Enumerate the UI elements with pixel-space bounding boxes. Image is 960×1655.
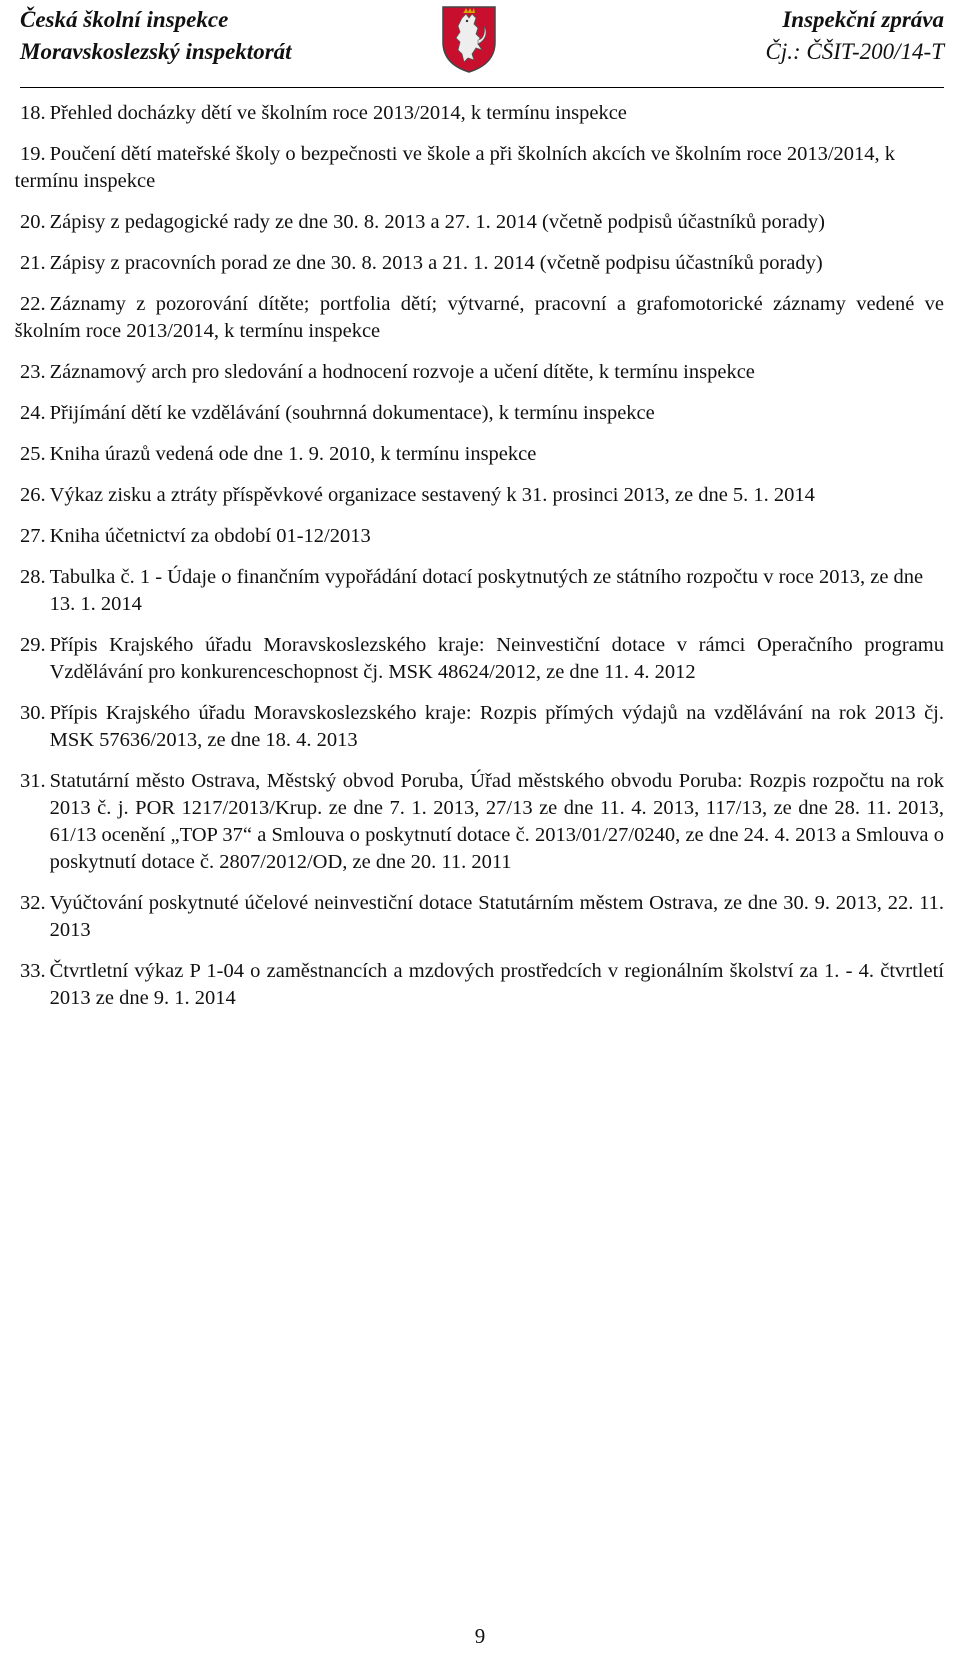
institution-name: Česká školní inspekce <box>20 7 229 32</box>
item-text: Zápisy z pracovních porad ze dne 30. 8. 2013 a 21. 1. 2014 (včetně podpisu účastníků porady) <box>49 252 823 274</box>
item-text: Statutární město Ostrava, Městský obvod Poruba, Úřad městského obvodu Poruba: Rozpis rozpočtu na rok 2013 č. j. POR 1217/2013/Krup. ze dne 7. 1. 2013, 27/13 ze dne 11. 4. 2013, 117/13, ze dne 28. 11. 2013, 61/13 ocenění „TOP 37“ a Smlouva o poskytnutí dotace č. 2013/01/27/0240, ze dne 24. 4. 2013 a Smlouva o poskytnutí dotace č. 2807/2012/OD, ze dne 20. 11. 2011 <box>49 770 944 873</box>
item-text: Záznamy z pozorování dítěte; portfolia dětí; výtvarné, pracovní a grafomotorické záznamy vedené ve školním roce 2013/2014, k termínu inspekce <box>14 293 944 342</box>
item-text: Zápisy z pedagogické rady ze dne 30. 8. 2013 a 27. 1. 2014 (včetně podpisů účastníků porady) <box>49 211 825 233</box>
inspectorate-name: Moravskoslezský inspektorát <box>20 39 292 64</box>
item-text: Přijímání dětí ke vzdělávání (souhrnná dokumentace), k termínu inspekce <box>49 402 655 424</box>
list-item <box>20 250 944 277</box>
item-text: Poučení dětí mateřské školy o bezpečnosti ve škole a při školních akcích ve školním roce 2013/2014, k termínu inspekce <box>14 143 896 192</box>
item-number: 32. <box>20 892 46 914</box>
list-item <box>20 523 944 550</box>
list-item <box>20 100 944 127</box>
report-type: Inspekční zpráva <box>782 7 944 32</box>
item-text: Čtvrtletní výkaz P 1-04 o zaměstnancích a mzdových prostředcích v regionálním školství za 1. - 4. čtvrtletí 2013 ze dne 9. 1. 2014 <box>49 960 944 1009</box>
list-item <box>20 768 944 876</box>
item-number: 29. <box>20 634 46 656</box>
item-text: Přípis Krajského úřadu Moravskoslezského kraje: Rozpis přímých výdajů na vzdělávání na rok 2013 čj. MSK 57636/2013, ze dne 18. 4. 2013 <box>49 702 944 751</box>
list-item <box>14 291 944 345</box>
item-text: Záznamový arch pro sledování a hodnocení rozvoje a učení dítěte, k termínu inspekce <box>49 361 755 383</box>
item-text: Přípis Krajského úřadu Moravskoslezského kraje: Neinvestiční dotace v rámci Operačního programu Vzdělávání pro konkurenceschopnost čj. MSK 48624/2012, ze dne 11. 4. 2012 <box>49 634 944 683</box>
list-item <box>20 209 944 236</box>
item-number: 25. <box>20 443 46 465</box>
item-number: 33. <box>20 960 46 982</box>
item-text: Kniha úrazů vedená ode dne 1. 9. 2010, k termínu inspekce <box>49 443 537 465</box>
document-list <box>14 100 944 1012</box>
list-item <box>20 564 944 618</box>
item-number: 22. <box>20 293 46 315</box>
item-number: 28. <box>20 566 46 588</box>
header-right <box>766 4 944 68</box>
header-left <box>20 4 292 68</box>
item-text: Výkaz zisku a ztráty příspěvkové organizace sestavený k 31. prosinci 2013, ze dne 5. 1. 2014 <box>49 484 815 506</box>
item-number: 27. <box>20 525 46 547</box>
list-item <box>14 141 944 195</box>
item-number: 20. <box>20 211 46 233</box>
page-number: 9 <box>474 1624 486 1648</box>
list-item <box>20 359 944 386</box>
list-item <box>20 482 944 509</box>
list-item <box>20 441 944 468</box>
item-number: 30. <box>20 702 46 724</box>
item-number: 18. <box>20 102 46 124</box>
item-number: 21. <box>20 252 46 274</box>
item-text: Vyúčtování poskytnuté účelové neinvestiční dotace Statutárním městem Ostrava, ze dne 30. 9. 2013, 22. 11. 2013 <box>49 892 944 941</box>
czech-coat-of-arms-icon <box>440 4 498 74</box>
page-header <box>0 0 960 92</box>
item-number: 24. <box>20 402 46 424</box>
header-divider <box>20 87 944 88</box>
list-item <box>20 700 944 754</box>
list-item <box>20 632 944 686</box>
reference-number: Čj.: ČŠIT-200/14-T <box>765 39 944 64</box>
item-number: 26. <box>20 484 46 506</box>
list-item <box>20 958 944 1012</box>
item-text: Tabulka č. 1 - Údaje o finančním vypořádání dotací poskytnutých ze státního rozpočtu v roce 2013, ze dne 13. 1. 2014 <box>49 566 924 615</box>
list-item <box>20 400 944 427</box>
item-number: 19. <box>20 143 46 165</box>
item-text: Přehled docházky dětí ve školním roce 2013/2014, k termínu inspekce <box>49 102 627 124</box>
item-number: 31. <box>20 770 46 792</box>
item-number: 23. <box>20 361 46 383</box>
list-item <box>20 890 944 944</box>
item-text: Kniha účetnictví za období 01-12/2013 <box>49 525 371 547</box>
